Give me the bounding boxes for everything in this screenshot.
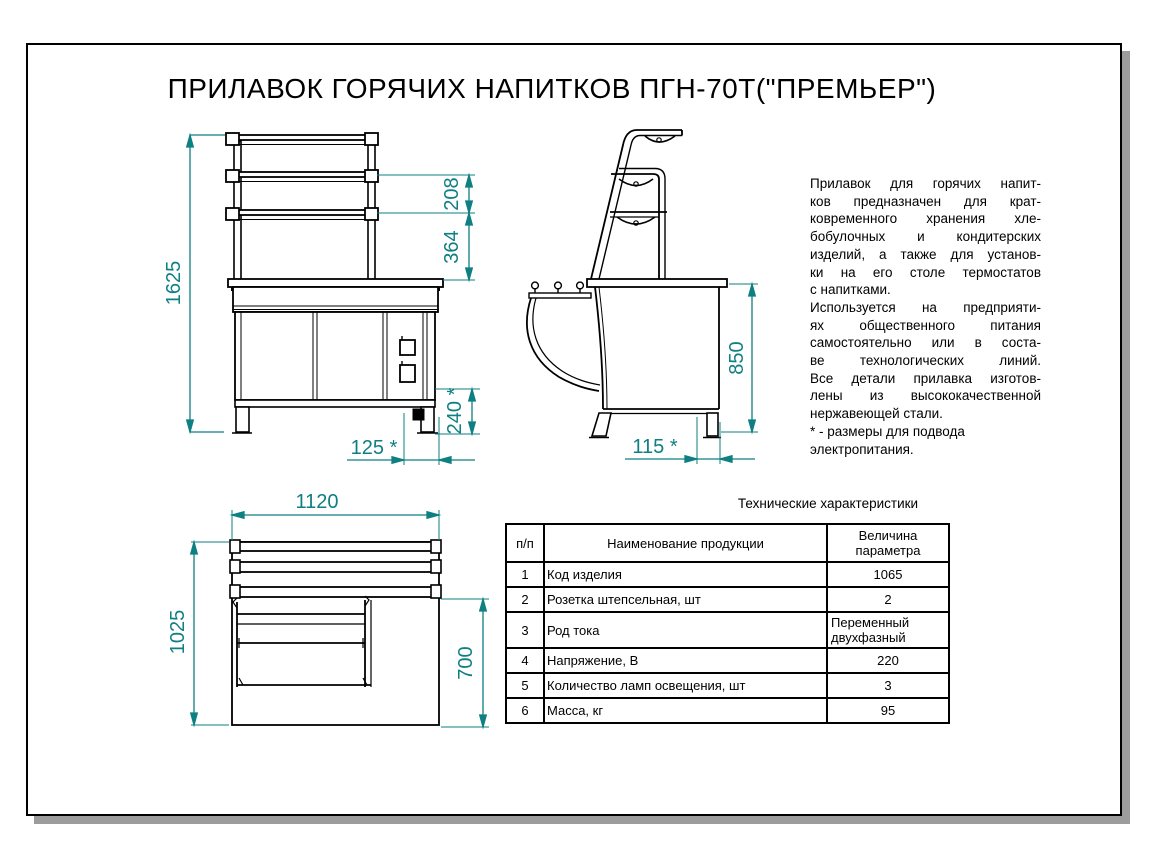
description-line: самостоятельно или в соста-	[810, 335, 1041, 351]
spec-row-name: Код изделия	[544, 562, 827, 587]
front-view-geometry	[226, 133, 443, 433]
description-line: ков предназначен для крат-	[810, 193, 1041, 209]
front-view-drawing	[162, 117, 482, 485]
table-row	[506, 612, 949, 648]
dim-inlet-height: 240 *	[444, 387, 466, 435]
plan-view-drawing	[167, 492, 499, 782]
spec-row-name: Род тока	[544, 612, 827, 648]
spec-table-caption: Технические характеристики	[737, 496, 919, 511]
spec-table	[505, 523, 950, 724]
dim-overall-width: 1120	[295, 492, 339, 513]
dim-overall-height: 1625	[163, 260, 185, 306]
spec-row-value: 3	[827, 673, 949, 698]
description-line: изделий, а также для установ-	[810, 246, 1041, 262]
spec-row-name: Количество ламп освещения, шт	[544, 673, 827, 698]
spec-row-value: Переменный двухфазный	[827, 612, 949, 648]
dim-body-depth: 700	[455, 646, 477, 680]
spec-row-num: 4	[506, 648, 544, 673]
side-view-drawing	[507, 117, 787, 485]
description-line: лены из высококачественной	[810, 388, 1041, 404]
dim-counter-height: 850	[726, 341, 748, 375]
table-row	[506, 698, 949, 723]
col-header-num: п/п	[506, 524, 544, 562]
footnote-line: * - размеры для подвода	[810, 423, 965, 439]
dim-inlet-offset-front: 125 *	[350, 437, 398, 459]
description-line: ки на его столе термостатов	[810, 264, 1041, 280]
spec-row-value: 1065	[827, 562, 949, 587]
spec-row-value: 220	[827, 648, 949, 673]
spec-row-num: 1	[506, 562, 544, 587]
spec-row-name: Розетка штепсельная, шт	[544, 587, 827, 612]
description-line: ях общественного питания	[810, 317, 1041, 333]
spec-row-num: 5	[506, 673, 544, 698]
plan-view-geometry	[230, 540, 441, 725]
dim-overall-depth: 1025	[167, 609, 189, 655]
description-line: Прилавок для горячих напит-	[810, 176, 1041, 191]
table-row	[506, 673, 949, 698]
table-row	[506, 562, 949, 587]
description-line: бобулочных и кондитерских	[810, 229, 1041, 245]
description-line: с напитками.	[810, 282, 891, 298]
spec-row-value: 95	[827, 698, 949, 723]
spec-row-name: Масса, кг	[544, 698, 827, 723]
drawing-frame	[26, 43, 1122, 816]
spec-row-value: 2	[827, 587, 949, 612]
description-line: ковременного хранения хле-	[810, 211, 1041, 227]
description-line: Используется на предприяти-	[810, 299, 1041, 315]
table-row	[506, 648, 949, 673]
page-title: ПРИЛАВОК ГОРЯЧИХ НАПИТКОВ ПГН-70Т("ПРЕМЬЕР")	[167, 73, 937, 104]
product-description	[810, 175, 1041, 458]
table-row	[506, 587, 949, 612]
footnote-line: электропитания.	[810, 441, 914, 457]
spec-row-num: 2	[506, 587, 544, 612]
col-header-name: Наименование продукции	[544, 524, 827, 562]
col-header-value: Величина параметра	[827, 524, 949, 562]
spec-row-name: Напряжение, В	[544, 648, 827, 673]
spec-row-num: 3	[506, 612, 544, 648]
spec-row-num: 6	[506, 698, 544, 723]
dim-shelf-gap: 208	[441, 177, 463, 211]
dim-inlet-offset-side: 115 *	[632, 436, 678, 458]
dim-shelf-to-counter: 364	[441, 230, 463, 264]
side-view-geometry	[527, 130, 727, 438]
description-line: нержавеющей стали.	[810, 406, 943, 422]
description-line: Все детали прилавка изготов-	[810, 370, 1041, 386]
description-line: ве технологических линий.	[810, 353, 1041, 369]
